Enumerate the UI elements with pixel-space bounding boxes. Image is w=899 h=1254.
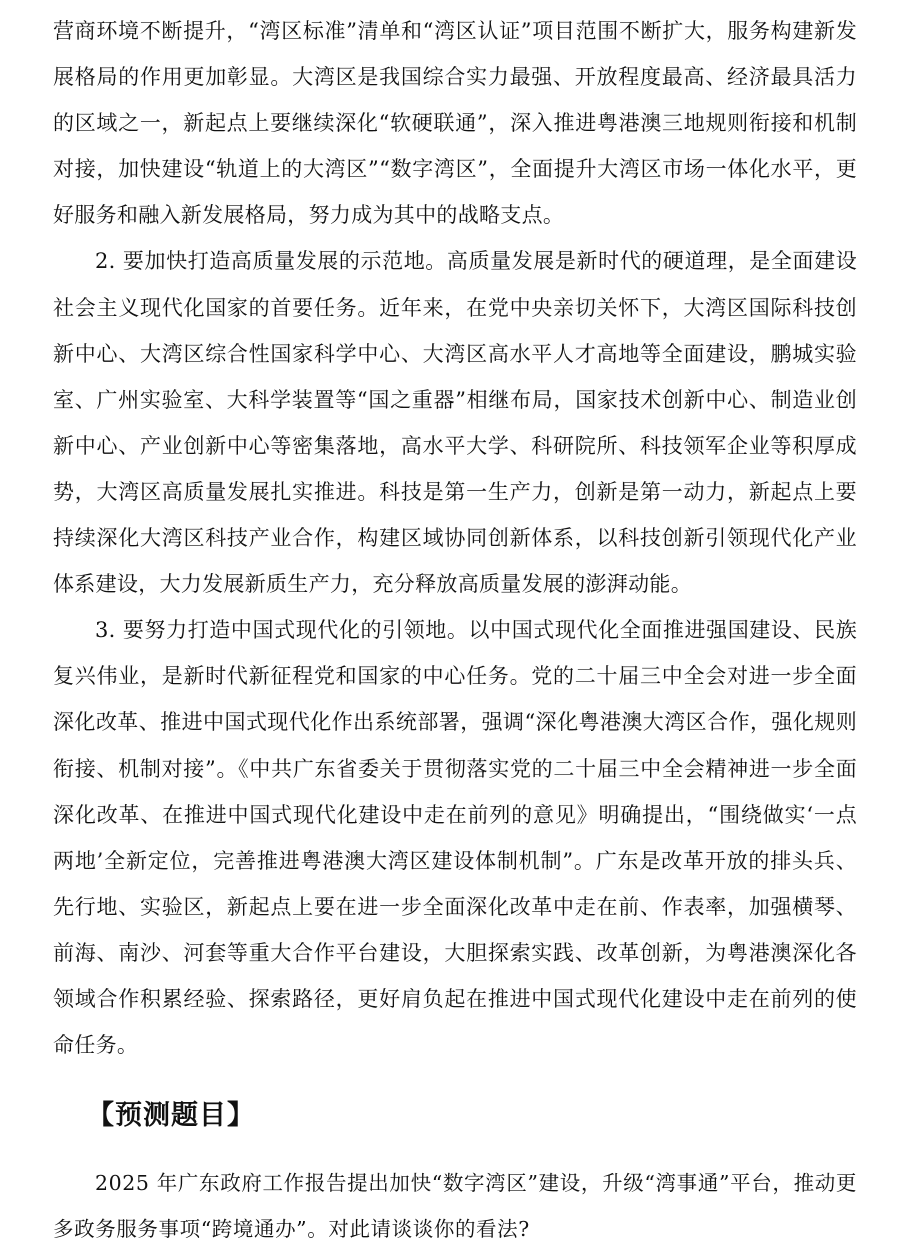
paragraph-point-3: 3. 要努力打造中国式现代化的引领地。以中国式现代化全面推进强国建设、民族复兴伟业，是新时代新征程党和国家的中心任务。党的二十届三中全会对进一步全面深化改革、推进中国式现代化作出系统部署，强调“深化粤港澳大湾区合作，强化规则衔接、机制对接”。《中共广东省委关于贯彻落实党的二十届三中全会精神进一步全面深化改革、在推进中国式现代化建设中走在前列的意见》明确提出，“围绕做实‘一点两地’全新定位，完善推进粤港澳大湾区建设体制机制”。广东是改革开放的排头兵、先行地、实验区，新起点上要在进一步全面深化改革中走在前、作表率，加强横琴、前海、南沙、河套等重大合作平台建设，大胆探索实践、改革创新，为粤港澳深化各领域合作积累经验、探索路径，更好肩负起在推进中国式现代化建设中走在前列的使命任务。 <box>53 618 857 1058</box>
section-heading: 【预测题目】 <box>87 1100 255 1132</box>
document-page <box>53 8 857 1252</box>
question-text: 2025 年广东政府工作报告提出加快“数字湾区”建设，升级“湾事通”平台，推动更多政务服务事项“跨境通办”。对此请谈谈你的看法? <box>53 1171 857 1242</box>
paragraph-continuation: 营商环境不断提升，“湾区标准”清单和“湾区认证”项目范围不断扩大，服务构建新发展格局的作用更加彰显。大湾区是我国综合实力最强、开放程度最高、经济最具活力的区域之一，新起点上要继续深化“软硬联通”，深入推进粤港澳三地规则衔接和机制对接，加快建设“轨道上的大湾区”“数字湾区”，全面提升大湾区市场一体化水平，更好服务和融入新发展格局，努力成为其中的战略支点。 <box>53 19 857 228</box>
paragraph-point-2: 2. 要加快打造高质量发展的示范地。高质量发展是新时代的硬道理，是全面建设社会主义现代化国家的首要任务。近年来，在党中央亲切关怀下，大湾区国际科技创新中心、大湾区综合性国家科学中心、大湾区高水平人才高地等全面建设，鹏城实验室、广州实验室、大科学装置等“国之重器”相继布局，国家技术创新中心、制造业创新中心、产业创新中心等密集落地，高水平大学、科研院所、科技领军企业等积厚成势，大湾区高质量发展扎实推进。科技是第一生产力，创新是第一动力，新起点上要持续深化大湾区科技产业合作，构建区域协同创新体系，以科技创新引领现代化产业体系建设，大力发展新质生产力，充分释放高质量发展的澎湃动能。 <box>53 249 857 597</box>
